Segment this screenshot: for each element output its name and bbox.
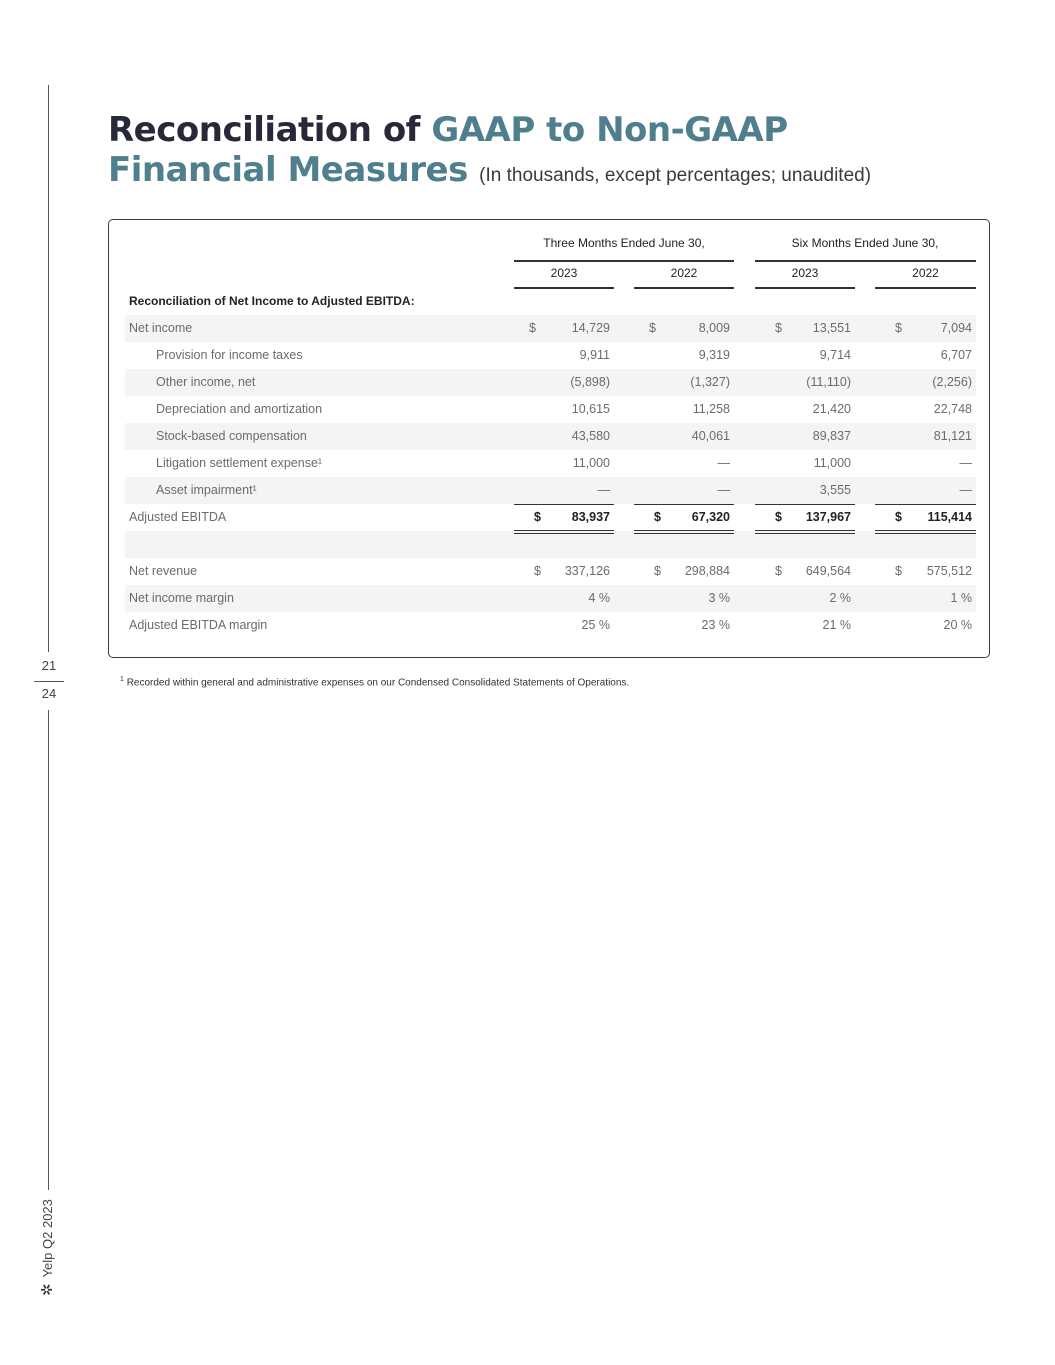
currency-symbol: $	[775, 510, 782, 524]
year-underline	[755, 287, 855, 289]
cell-value: 4 %	[588, 591, 610, 605]
page-number-divider	[34, 681, 64, 682]
cell-value: 137,967	[805, 510, 851, 524]
currency-symbol: $	[775, 564, 782, 578]
row-label: Adjusted EBITDA	[129, 510, 227, 524]
cell-value: 83,937	[571, 510, 610, 524]
title-part-1: Reconciliation of	[108, 110, 432, 150]
total-double-rule	[514, 533, 614, 534]
total-double-rule	[875, 533, 976, 534]
year-underline	[514, 287, 614, 289]
total-top-rule	[634, 504, 734, 505]
cell-value: (2,256)	[932, 375, 972, 389]
title-part-2: GAAP to Non-GAAP	[431, 110, 788, 150]
page-number-current: 21	[41, 658, 57, 673]
cell-value: —	[959, 456, 972, 470]
table-row	[125, 531, 976, 558]
sidebar-line-bottom	[48, 710, 49, 1190]
cell-value: (11,110)	[806, 375, 851, 389]
year-underline	[634, 287, 734, 289]
cell-value: 25 %	[581, 618, 610, 632]
total-double-rule	[634, 533, 734, 534]
cell-value: 21,420	[812, 402, 851, 416]
cell-value: 67,320	[691, 510, 730, 524]
reconciliation-table	[108, 219, 990, 658]
cell-value: 3 %	[708, 591, 730, 605]
title-subtitle: (In thousands, except percentages; unaudited)	[479, 165, 872, 186]
cell-value: 43,580	[571, 429, 610, 443]
total-top-rule	[875, 504, 976, 505]
table-row	[125, 585, 976, 612]
row-label: Asset impairment¹	[156, 483, 257, 497]
total-double-rule	[875, 530, 976, 531]
currency-symbol: $	[534, 564, 541, 578]
table-row	[125, 342, 976, 369]
total-double-rule	[514, 530, 614, 531]
footnote-text: Recorded within general and administrative expenses on our Condensed Consolidated Statements of Operations.	[126, 677, 630, 689]
cell-value: 40,061	[691, 429, 730, 443]
cell-value: 575,512	[926, 564, 972, 578]
group-header-three-months: Three Months Ended June 30,	[543, 236, 705, 250]
cell-value: —	[959, 483, 972, 497]
table-row	[125, 396, 976, 423]
table-row	[125, 477, 976, 504]
row-label: Net income margin	[129, 591, 234, 605]
cell-value: 20 %	[943, 618, 972, 632]
row-label: Depreciation and amortization	[156, 402, 323, 416]
year-header: 2023	[791, 266, 819, 280]
group-underline-six-months	[755, 260, 976, 262]
currency-symbol: $	[654, 510, 661, 524]
cell-value: 9,714	[819, 348, 851, 362]
table-row	[125, 315, 976, 342]
cell-value: 11,000	[572, 456, 610, 470]
footnote-marker: 1	[120, 676, 124, 683]
cell-value: 9,911	[579, 348, 610, 362]
year-header: 2022	[912, 266, 939, 280]
row-label: Litigation settlement expense¹	[156, 456, 323, 470]
currency-symbol: $	[775, 321, 782, 335]
group-header-six-months: Six Months Ended June 30,	[791, 236, 939, 250]
cell-value: 2 %	[829, 591, 851, 605]
sidebar-line-top	[48, 85, 49, 652]
brand-label: Yelp Q2 2023	[39, 1199, 55, 1278]
currency-symbol: $	[895, 510, 902, 524]
currency-symbol: $	[649, 321, 656, 335]
footnote	[120, 676, 629, 688]
year-header: 2023	[550, 266, 578, 280]
row-label: Other income, net	[156, 375, 256, 389]
cell-value: 337,126	[564, 564, 610, 578]
total-top-rule	[514, 504, 614, 505]
currency-symbol: $	[895, 321, 902, 335]
cell-value: 89,837	[812, 429, 851, 443]
total-top-rule	[755, 504, 855, 505]
table-row	[125, 612, 976, 639]
table-row	[125, 450, 976, 477]
cell-value: 13,551	[812, 321, 851, 335]
group-underline-three-months	[514, 260, 734, 262]
table-row	[125, 369, 976, 396]
cell-value: (5,898)	[570, 375, 610, 389]
brand-footer	[36, 1176, 58, 1296]
row-label: Net income	[129, 321, 193, 335]
cell-value: 23 %	[701, 618, 730, 632]
cell-value: 8,009	[698, 321, 730, 335]
cell-value: 298,884	[684, 564, 730, 578]
cell-value: 10,615	[571, 402, 610, 416]
title-part-3: Financial Measures	[108, 150, 468, 190]
total-double-rule	[634, 530, 734, 531]
table-row	[125, 423, 976, 450]
table-row	[125, 558, 976, 585]
currency-symbol: $	[895, 564, 902, 578]
cell-value: 22,748	[933, 402, 972, 416]
page-number-total: 24	[41, 686, 57, 701]
currency-symbol: $	[534, 510, 541, 524]
cell-value: 21 %	[822, 618, 851, 632]
cell-value: 11,000	[813, 456, 851, 470]
currency-symbol: $	[529, 321, 536, 335]
row-label: Adjusted EBITDA margin	[129, 618, 268, 632]
yelp-burst-icon: ✲	[39, 1283, 56, 1296]
cell-value: 81,121	[933, 429, 972, 443]
cell-value: —	[597, 483, 610, 497]
cell-value: 9,319	[698, 348, 730, 362]
cell-value: (1,327)	[690, 375, 730, 389]
cell-value: 11,258	[692, 402, 730, 416]
row-label: Provision for income taxes	[156, 348, 303, 362]
cell-value: 7,094	[940, 321, 972, 335]
section-label: Reconciliation of Net Income to Adjusted EBITDA:	[129, 294, 415, 308]
cell-value: 3,555	[819, 483, 851, 497]
table-row	[125, 504, 976, 531]
cell-value: —	[717, 456, 730, 470]
year-header: 2022	[670, 266, 698, 280]
cell-value: 1 %	[950, 591, 972, 605]
total-double-rule	[755, 533, 855, 534]
cell-value: 6,707	[940, 348, 972, 362]
total-double-rule	[755, 530, 855, 531]
cell-value: 14,729	[571, 321, 610, 335]
row-label: Stock-based compensation	[156, 429, 307, 443]
cell-value: —	[717, 483, 730, 497]
year-underline	[875, 287, 976, 289]
cell-value: 649,564	[805, 564, 851, 578]
page-title	[108, 110, 871, 196]
row-label: Net revenue	[129, 564, 198, 578]
currency-symbol: $	[654, 564, 661, 578]
cell-value: 115,414	[927, 510, 972, 524]
